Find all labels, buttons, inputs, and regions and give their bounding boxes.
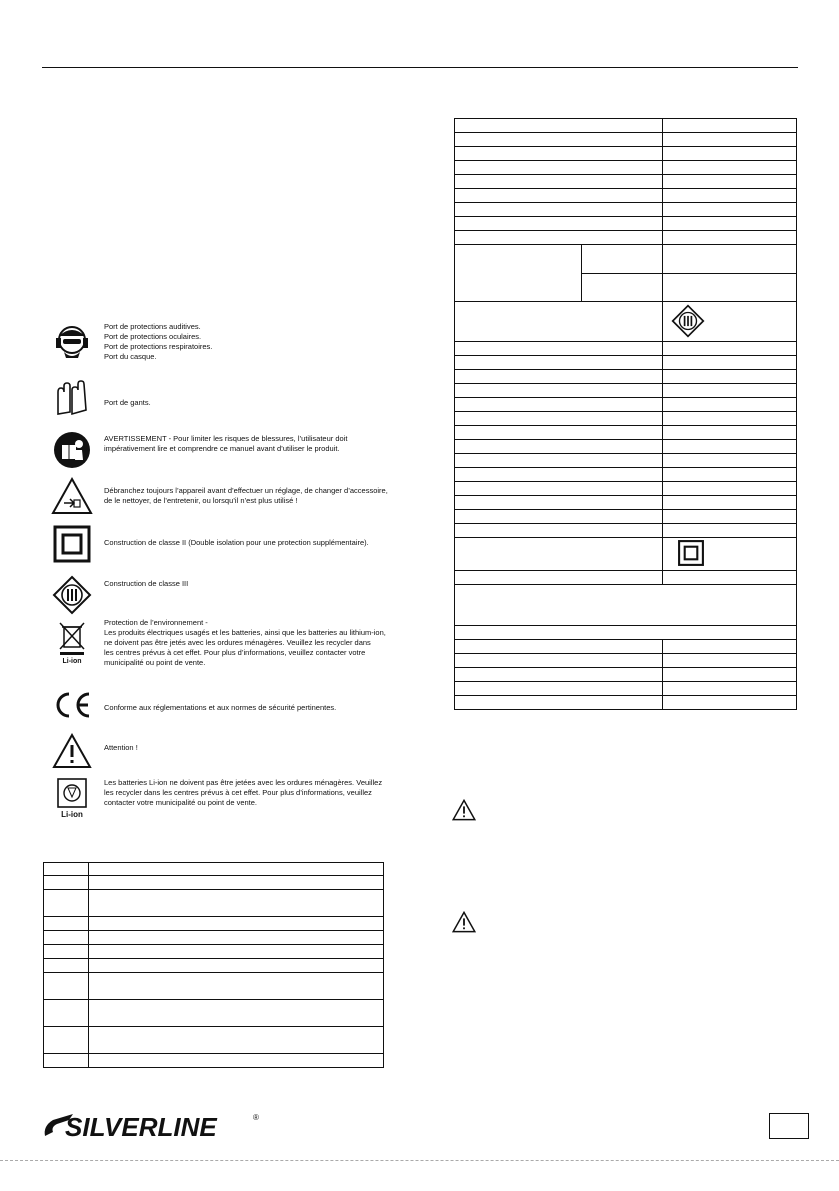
class-iii-icon <box>671 304 705 338</box>
specifications-table <box>454 118 797 710</box>
symbol-unplug <box>48 474 393 518</box>
symbol-class-ii <box>48 522 393 566</box>
symbol-text: Débranchez toujours l’appareil avant d’effectuer un réglage, de changer d’accessoire, de le nettoyer, de l’entretenir, ou lorsqu’il n’est plus utilisé ! <box>104 486 388 505</box>
warning-triangle-icon <box>452 911 476 938</box>
features-table <box>43 862 384 1068</box>
class-ii-icon <box>677 539 705 567</box>
gloves-icon <box>48 376 96 420</box>
symbol-class-iii <box>48 573 393 617</box>
class-ii-icon <box>48 522 96 566</box>
class-iii-icon <box>48 573 96 617</box>
symbol-text: Port de gants. <box>104 398 151 407</box>
symbol-text: Conforme aux réglementations et aux normes de sécurité pertinentes. <box>104 703 337 712</box>
weee-bin-icon <box>48 618 96 666</box>
attention-triangle-icon <box>48 729 96 773</box>
header-rule <box>42 67 798 68</box>
symbol-hearing-eye-protection <box>48 322 393 366</box>
symbol-text: Construction de classe III <box>104 579 189 588</box>
page-number-box <box>769 1113 809 1139</box>
svg-text:Li-ion: Li-ion <box>61 810 83 819</box>
ce-mark-icon <box>48 683 96 727</box>
symbol-gloves <box>48 376 393 420</box>
svg-text:SILVERLINE: SILVERLINE <box>65 1112 217 1140</box>
symbol-li-ion <box>48 776 393 820</box>
unplug-warning-icon <box>48 474 96 518</box>
symbol-text: AVERTISSEMENT - Pour limiter les risques de blessures, l’utilisateur doit impérativement lire et comprendre ce manuel avant d’utiliser le produit. <box>104 434 348 453</box>
svg-text:Li-ion: Li-ion <box>62 658 82 665</box>
symbol-attention <box>48 729 393 773</box>
symbol-read-manual <box>48 428 393 472</box>
li-ion-recycle-icon <box>48 776 96 820</box>
svg-text:®: ® <box>253 1113 259 1122</box>
protective-gear-icon <box>48 322 96 366</box>
silverline-logo <box>43 1110 261 1140</box>
symbol-ce <box>48 683 393 727</box>
symbol-text: Attention ! <box>104 743 138 752</box>
symbol-text: Construction de classe II (Double isolation pour une protection supplémentaire). <box>104 538 369 547</box>
page-edge-rule <box>0 1160 839 1161</box>
read-manual-icon <box>48 428 96 472</box>
warning-triangle-icon <box>452 799 476 826</box>
symbol-text: Port de protections auditives. Port de protections oculaires. Port de protections respiratoires. Port du casque. <box>104 322 213 361</box>
symbol-text: Les batteries Li-ion ne doivent pas être jetées avec les ordures ménagères. Veuillez les recycler dans les centres prévus à cet effet. Pour plus d’informations, veuillez contacter votre municipalité ou point de vente. <box>104 778 383 807</box>
symbol-environment <box>48 618 393 668</box>
symbol-text: Protection de l’environnement - Les produits électriques usagés et les batteries, ainsi que les batteries au lithium-ion, ne doivent pas être jetés avec les ordures ménagères. Veuillez les recycler dans les centres prévus à cet effet. Pour plus d’informations, veuillez contacter votre municipalité ou point de vente. <box>104 618 386 667</box>
